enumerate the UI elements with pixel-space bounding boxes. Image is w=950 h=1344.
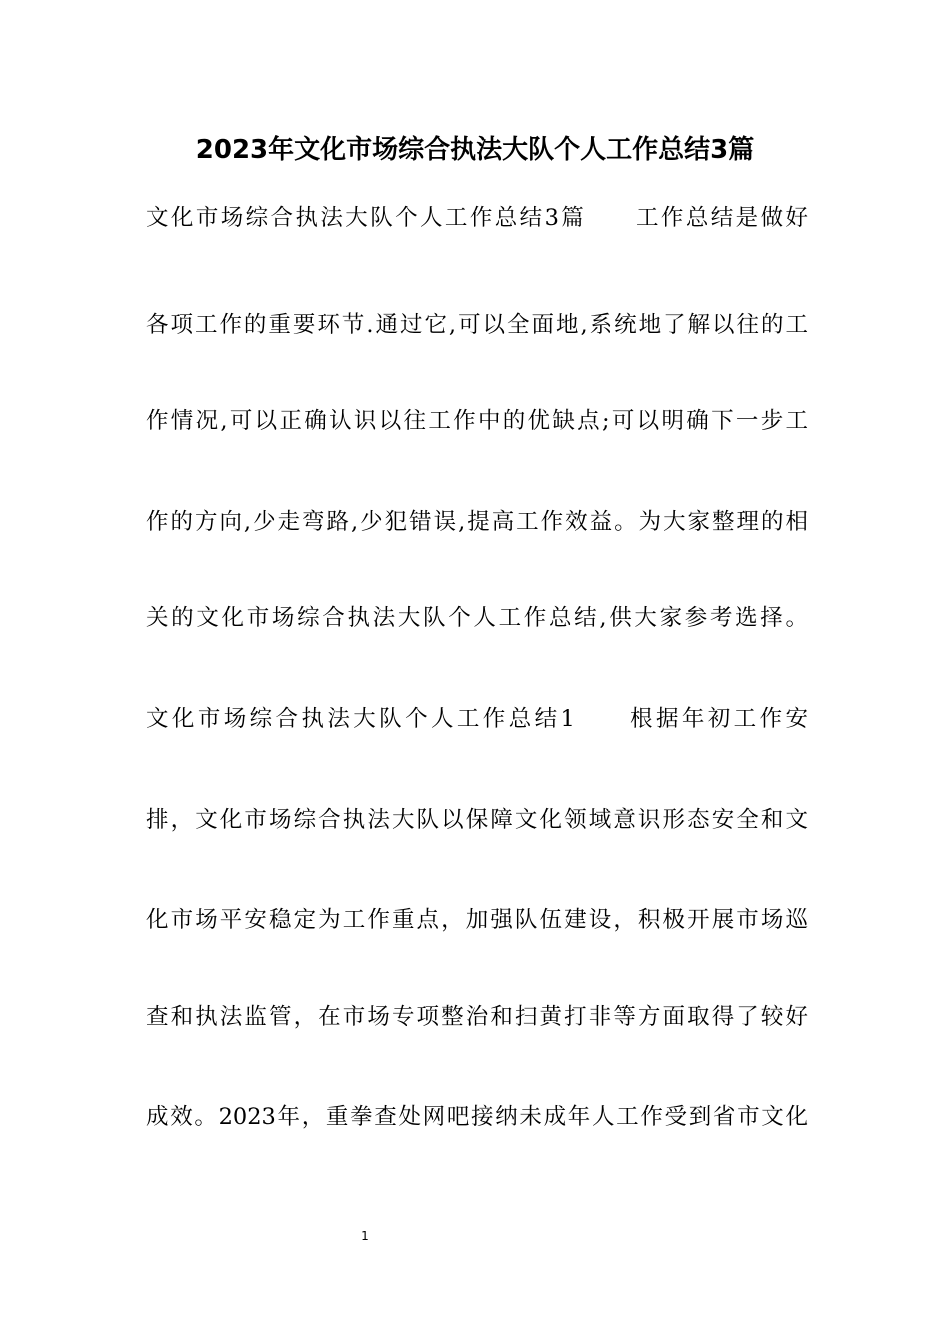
body-line: 作情况,可以正确认识以往工作中的优缺点;可以明确下一步工 xyxy=(146,408,808,434)
document-title: 2023年文化市场综合执法大队个人工作总结3篇 xyxy=(195,135,755,165)
body-line: 查和执法监管，在市场专项整治和扫黄打非等方面取得了较好 xyxy=(146,1004,808,1030)
body-line: 作的方向,少走弯路,少犯错误,提高工作效益。为大家整理的相 xyxy=(146,509,808,535)
body-line: 文化市场综合执法大队个人工作总结3篇 工作总结是做好 xyxy=(146,205,808,231)
body-line: 文化市场综合执法大队个人工作总结1 根据年初工作安 xyxy=(146,706,808,732)
body-line: 各项工作的重要环节.通过它,可以全面地,系统地了解以往的工 xyxy=(146,312,808,338)
body-line: 关的文化市场综合执法大队个人工作总结,供大家参考选择。 xyxy=(146,605,808,631)
body-line: 化市场平安稳定为工作重点，加强队伍建设，积极开展市场巡 xyxy=(146,907,808,933)
page-number: 1 xyxy=(361,1229,369,1243)
body-line: 排，文化市场综合执法大队以保障文化领域意识形态安全和文 xyxy=(146,807,808,833)
body-line: 成效。2023年，重拳查处网吧接纳未成年人工作受到省市文化 xyxy=(146,1104,808,1130)
